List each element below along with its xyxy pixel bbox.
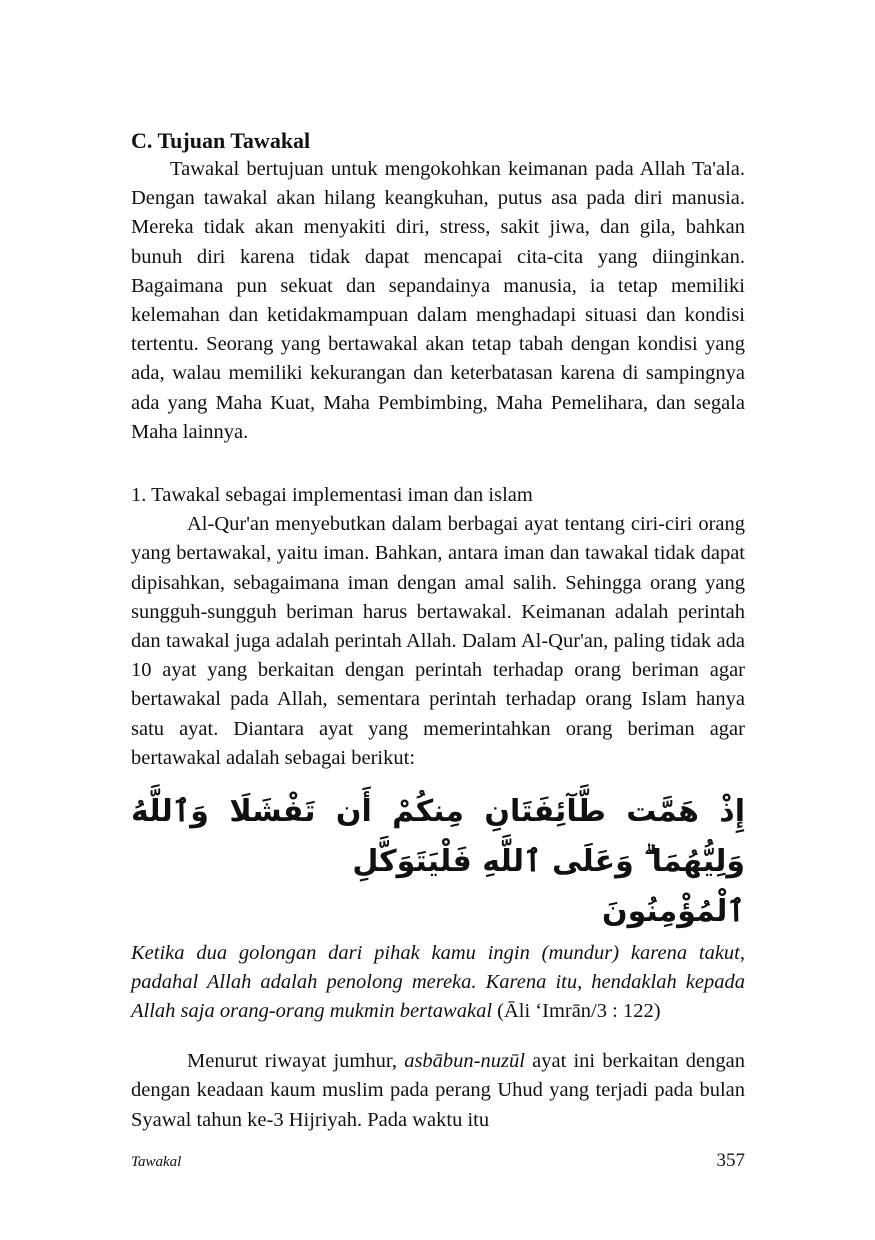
verse-reference: (Āli ‘Imrān/3 : 122) xyxy=(497,1000,661,1023)
quran-verse-line-2: ٱلْمُؤْمِنُونَ xyxy=(602,894,745,930)
section-paragraph: Tawakal bertujuan untuk mengokohkan keimanan pada Allah Ta'ala. Dengan tawakal akan hilang keangkuhan, putus asa pada diri manusia. Mereka tidak akan menyakiti diri, stress, sakit jiwa, dan gila, bahkan bunuh diri karena tidak dapat mencapai cita-cita yang diinginkan. Bagaimana pun sekuat dan sepandainya manusia, ia tetap memiliki kelemahan dan ketidakmampuan dalam menghadapi situasi dan kondisi tertentu. Seorang yang bertawakal akan tetap tabah dengan kondisi yang ada, walau memiliki kekurangan dan keterbatasan karena di sampingnya ada yang Maha Kuat, Maha Pembimbing, Maha Pemelihara, dan segala Maha lainnya. xyxy=(131,158,745,443)
asbabun-nuzul-paragraph xyxy=(131,1047,745,1135)
paragraph-suffix: ayat ini berkaitan dengan dengan keadaan kaum muslim pada perang Uhud yang terjadi pada bulan Syawal tahun ke-3 Hijriyah. Pada waktu itu xyxy=(131,1050,745,1131)
quran-verse-line-1: إِذْ هَمَّت طَّآئِفَتَانِ مِنكُمْ أَن تَفْشَلَا وَٱللَّهُ وَلِيُّهُمَا ۗ وَعَلَى ٱللَّهِ فَلْيَتَوَكَّلِ xyxy=(131,794,745,880)
verse-translation-text: Ketika dua golongan dari pihak kamu ingin (mundur) karena takut, padahal Allah adalah penolong mereka. Karena itu, hendaklah kepada Allah saja orang-orang mukmin bertawakal xyxy=(131,942,745,1023)
running-title: Tawakal xyxy=(131,1154,182,1170)
page-number: 357 xyxy=(716,1150,745,1171)
section-heading: C. Tujuan Tawakal xyxy=(131,128,311,153)
page-body xyxy=(131,126,745,1135)
subsection-paragraph: Al-Qur'an menyebutkan dalam berbagai ayat tentang ciri-ciri orang yang bertawakal, yaitu iman. Bahkan, antara iman dan tawakal tidak dapat dipisahkan, sebagaimana iman dengan amal salih. Sehingga orang yang sungguh-sungguh beriman harus bertawakal. Keimanan adalah perintah dan tawakal juga adalah perintah Allah. Dalam Al-Qur'an, paling tidak ada 10 ayat yang berkaitan dengan perintah terhadap orang beriman agar bertawakal pada Allah, sementara perintah terhadap orang Islam hanya satu ayat. Diantara ayat yang memerintahkan orang beriman agar bertawakal adalah sebagai berikut: xyxy=(131,513,745,769)
subsection-title: 1. Tawakal sebagai implementasi iman dan islam xyxy=(131,484,533,507)
term-asbabun-nuzul: asbābun-nuzūl xyxy=(404,1050,525,1073)
paragraph-prefix: Menurut riwayat jumhur, xyxy=(187,1050,405,1073)
verse-translation xyxy=(131,939,745,1027)
quran-verse-arabic xyxy=(131,787,745,937)
page-footer xyxy=(131,1150,745,1172)
